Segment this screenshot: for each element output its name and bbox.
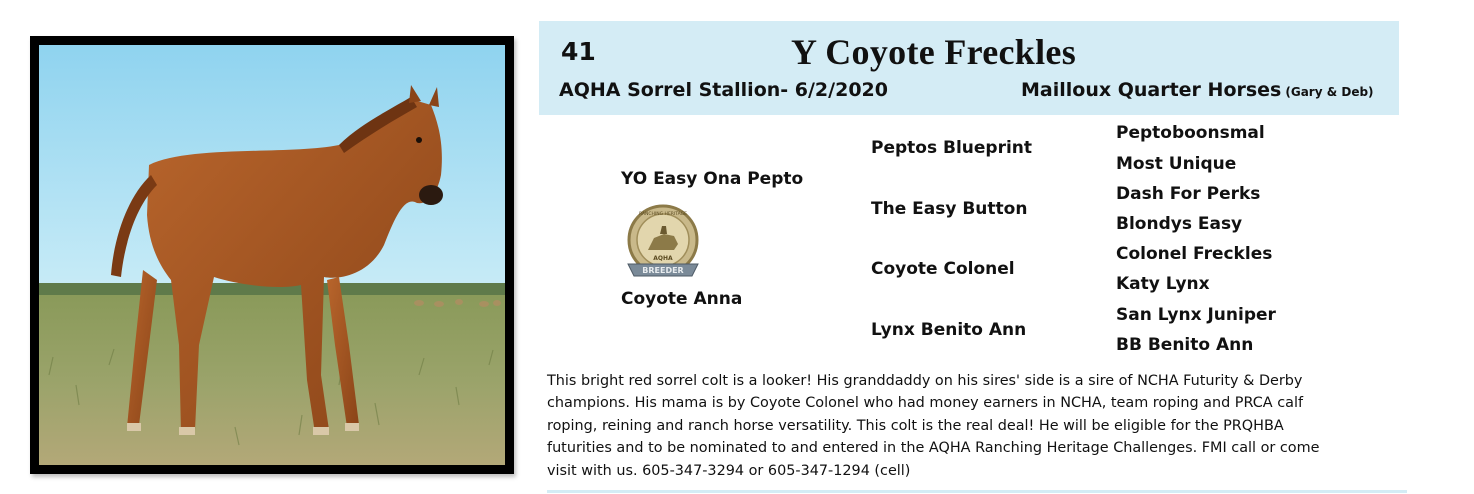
pedigree-great-grandparent: Dash For Perks bbox=[1116, 184, 1261, 204]
pedigree-great-grandparent: Colonel Freckles bbox=[1116, 244, 1273, 264]
description-line: champions. His mama is by Coyote Colonel who had money earners in NCHA, team roping and PRCA calf bbox=[547, 395, 1304, 412]
horse-description: AQHA Sorrel Stallion- 6/2/2020 bbox=[559, 79, 888, 101]
horse-name: Y Coyote Freckles bbox=[791, 32, 1077, 72]
pedigree-great-grandparent: Peptoboonsmal bbox=[1116, 123, 1265, 143]
pedigree-great-grandparent: Blondys Easy bbox=[1116, 214, 1243, 234]
lot-number: 41 bbox=[561, 37, 596, 66]
aqha-breeder-badge-icon bbox=[620, 200, 706, 286]
badge-arc-text: RANCHING HERITAGE bbox=[639, 212, 687, 217]
breeder-name: Mailloux Quarter Horses bbox=[1021, 79, 1282, 101]
bottom-divider bbox=[547, 490, 1407, 493]
badge-text: BREEDER bbox=[642, 266, 684, 275]
pedigree-dam: Coyote Anna bbox=[621, 289, 743, 309]
pedigree-grandparent: Peptos Blueprint bbox=[871, 138, 1033, 158]
description-line: visit with us. 605-347-3294 or 605-347-1294 (cell) bbox=[547, 462, 911, 479]
description-line: This bright red sorrel colt is a looker! His granddaddy on his sires' side is a sire of NCHA Futurity & Derby bbox=[547, 373, 1303, 389]
breeder bbox=[1021, 79, 1374, 101]
badge-small-text: AQHA bbox=[653, 255, 673, 262]
horse-description-text bbox=[547, 370, 1387, 482]
pedigree-grandparent: Lynx Benito Ann bbox=[871, 320, 1027, 340]
pedigree-great-grandparent: Most Unique bbox=[1116, 154, 1237, 174]
horse-photo-frame bbox=[30, 36, 514, 474]
horse-photo bbox=[39, 45, 505, 465]
pedigree-great-grandparent: San Lynx Juniper bbox=[1116, 305, 1276, 325]
pedigree-sire: YO Easy Ona Pepto bbox=[621, 169, 804, 189]
description-line: roping, reining and ranch horse versatility. This colt is the real deal! He will be eligible for the PRQHBA bbox=[547, 417, 1284, 434]
pedigree-grandparent: Coyote Colonel bbox=[871, 259, 1015, 279]
pedigree-great-grandparent: BB Benito Ann bbox=[1116, 335, 1254, 355]
pedigree-great-grandparent: Katy Lynx bbox=[1116, 274, 1210, 294]
header-band bbox=[539, 21, 1399, 115]
pedigree-grandparent: The Easy Button bbox=[871, 199, 1028, 219]
description-line: futurities and to be nominated to and entered in the AQHA Ranching Heritage Challenges. FMI call or come bbox=[547, 440, 1320, 457]
breeder-owners: (Gary & Deb) bbox=[1285, 85, 1374, 99]
